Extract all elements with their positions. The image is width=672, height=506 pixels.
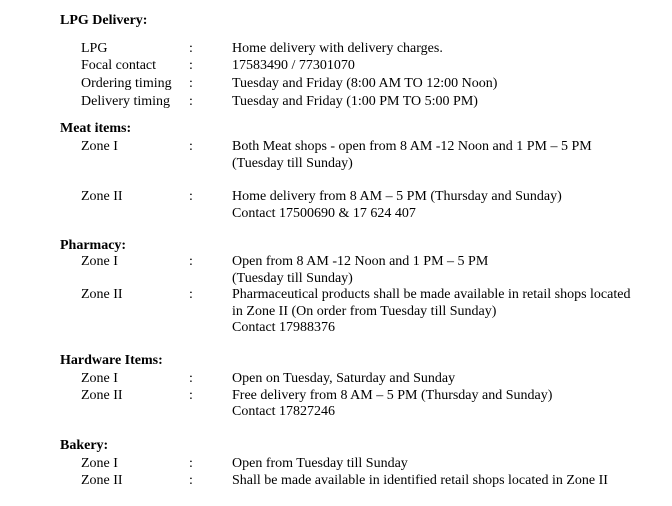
row-colon: : — [189, 254, 193, 269]
row-colon: : — [189, 76, 193, 91]
row-colon: : — [189, 189, 193, 204]
row-label: Zone I — [81, 371, 118, 386]
row-label: Zone I — [81, 139, 118, 154]
row-label: LPG — [81, 41, 108, 56]
row-value-line: 17583490 / 77301070 — [232, 58, 355, 73]
row-colon: : — [189, 94, 193, 109]
row-label: Zone I — [81, 456, 118, 471]
row-value-line: Pharmaceutical products shall be made available in retail shops located — [232, 287, 631, 302]
section-heading-bakery: Bakery: — [60, 438, 109, 453]
row-value-line: (Tuesday till Sunday) — [232, 271, 353, 286]
row-label: Delivery timing — [81, 94, 171, 109]
row-value-line: Tuesday and Friday (8:00 AM TO 12:00 Noon) — [232, 76, 498, 91]
row-label: Zone I — [81, 254, 118, 269]
row-value-line: (Tuesday till Sunday) — [232, 156, 353, 171]
row-colon: : — [189, 371, 193, 386]
section-heading-pharmacy: Pharmacy: — [60, 238, 127, 253]
row-label: Zone II — [81, 287, 123, 302]
row-value-line: Open from Tuesday till Sunday — [232, 456, 408, 471]
row-value-line: Open from 8 AM -12 Noon and 1 PM – 5 PM — [232, 254, 489, 269]
row-value-line: Contact 17988376 — [232, 320, 336, 335]
row-value-line: Home delivery with delivery charges. — [232, 41, 443, 56]
row-colon: : — [189, 456, 193, 471]
row-label: Zone II — [81, 189, 123, 204]
section-heading-lpg-delivery: LPG Delivery: — [60, 13, 148, 28]
row-value-line: Open on Tuesday, Saturday and Sunday — [232, 371, 456, 386]
row-value-line: Shall be made available in identified retail shops located in Zone II — [232, 473, 608, 488]
row-label: Ordering timing — [81, 76, 172, 91]
section-heading-meat-items: Meat items: — [60, 121, 132, 136]
section-heading-hardware-items: Hardware Items: — [60, 353, 163, 368]
row-value-line: Contact 17827246 — [232, 404, 336, 419]
row-colon: : — [189, 388, 193, 403]
row-label: Focal contact — [81, 58, 157, 73]
row-value-line: Both Meat shops - open from 8 AM -12 Noon and 1 PM – 5 PM — [232, 139, 592, 154]
row-label: Zone II — [81, 473, 123, 488]
row-value-line: Tuesday and Friday (1:00 PM TO 5:00 PM) — [232, 94, 478, 109]
row-colon: : — [189, 41, 193, 56]
row-colon: : — [189, 58, 193, 73]
row-value-line: Free delivery from 8 AM – 5 PM (Thursday and Sunday) — [232, 388, 553, 403]
row-colon: : — [189, 287, 193, 302]
row-value-line: Contact 17500690 & 17 624 407 — [232, 206, 416, 221]
row-value-line: Home delivery from 8 AM – 5 PM (Thursday and Sunday) — [232, 189, 562, 204]
row-colon: : — [189, 139, 193, 154]
row-value-line: in Zone II (On order from Tuesday till Sunday) — [232, 304, 497, 319]
row-label: Zone II — [81, 388, 123, 403]
row-colon: : — [189, 473, 193, 488]
